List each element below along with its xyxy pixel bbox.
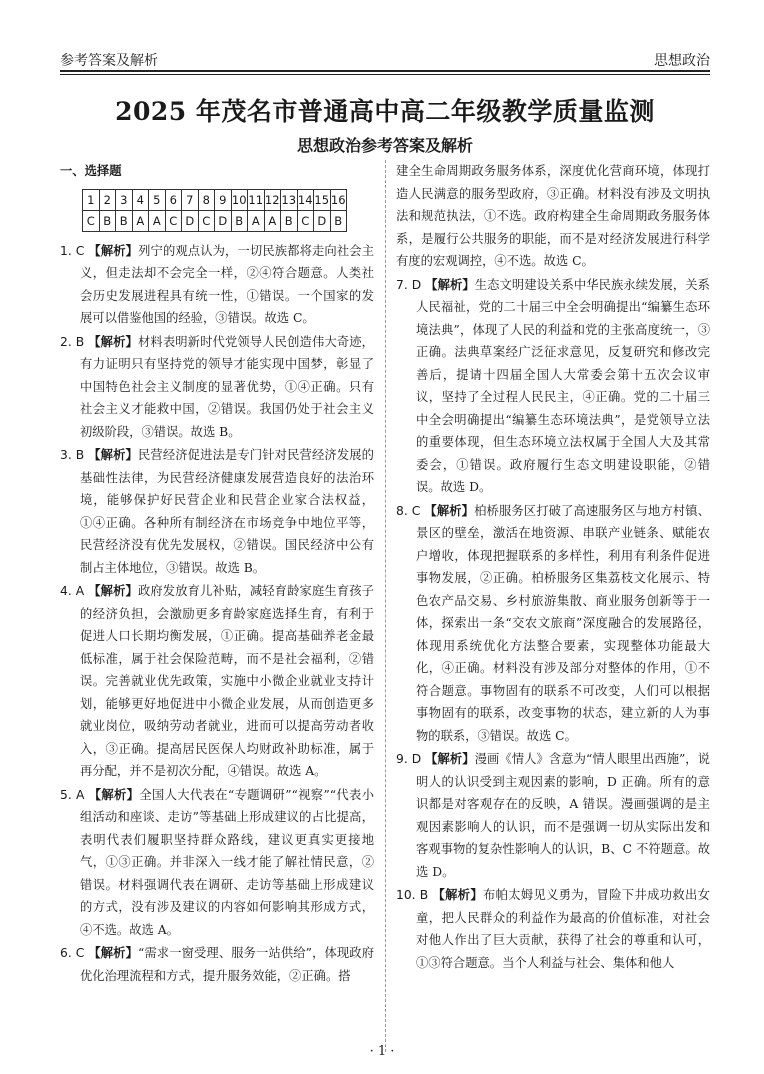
answer-table-number-cell: 14 [297,189,314,210]
analysis-tag: 【解析】 [88,242,139,258]
answer-table-answer-cell: B [231,210,248,231]
explanation-item [60,240,374,330]
explanation-item [396,274,710,499]
answer-table-number-row [83,189,347,210]
question-number: 9. D [396,752,426,766]
analysis-tag: 【解析】 [432,887,483,902]
explanation-item [60,784,374,942]
answer-table-answer-cell: B [99,210,116,231]
document-subtitle: 思想政治参考答案及解析 [296,136,473,155]
explanation-item [396,884,710,974]
answer-table-answer-cell: A [132,210,149,231]
answer-table-answer-cell: A [149,210,166,231]
analysis-tag: 【解析】 [88,945,138,960]
analysis-tag: 【解析】 [425,276,475,292]
explanation-text: 生态文明建设关系中华民族永续发展，关系人民福祉，党的二十届三中全会明确提出“编纂生态环境法典”，体现了人民的利益和党的主张高度统一，③正确。法典草案经广泛征求意见，反复研究和修改完善后，提请十四届全国人大常委会第十五次会议审议，坚持了全过程人民民主，④正确。党的二十届三中全会明确提出“编纂生态环境法典”，是党领导立法的重要体现，但生态环境立法权属于全国人大及其常委会，①错误。政府履行生态文明建设职能，②错误。故选 D。 [416,277,710,494]
answer-table-number-cell: 15 [314,189,331,210]
answer-table-number-cell: 5 [149,189,166,210]
answer-table-answer-cell: B [116,210,133,231]
analysis-tag: 【解析】 [88,583,138,598]
question-number: 8. C [396,503,425,518]
explanation-item [396,160,710,273]
answer-table-number-cell: 1 [83,189,100,210]
explanation-text: 列宁的观点认为，一切民族都将走向社会主义，但走法却不会完全一样，②④符合题意。人类社会历史发展进程具有统一性，①错误。一个国家的发展可以借鉴他国的经验，③错误。故选 C。 [80,243,374,325]
header-rule-thin [60,74,710,75]
answer-table-answer-cell: C [165,210,182,231]
question-number: 7. D [396,277,426,292]
question-number: 6. C [60,946,89,960]
answer-table-answer-cell: C [83,210,100,231]
page-header [60,46,710,70]
explanation-text: 漫画《情人》含意为“情人眼里出西施”，说明人的认识受到主观因素的影响，D 正确。所有的意识都是对客观存在的反映，A 错误。漫画强调的是主观因素影响人的认识，而不是强调一切从实际出发和客观事物的复杂性影响人的认识，B、C 不符题意。故选 D。 [416,752,710,879]
explanation-item [60,444,374,579]
question-number: 1. C [60,243,89,258]
left-items [60,240,374,988]
explanation-item [60,580,374,783]
analysis-tag: 【解析】 [425,751,475,766]
answer-table-number-cell: 3 [116,189,133,210]
explanation-text: 柏桥服务区打破了高速服务区与地方村镇、景区的壁垒，激活在地资源、串联产业链条、赋能农户增收，体现把握联系的多样性，利用有利条件促进事物发展，②正确。柏桥服务区集荔枝文化展示、特色农产品交易、乡村旅游集散、商业服务创新等于一体，探索出一条“交农文旅商”深度融合的发展路径，体现用系统优化方法整合要素，实现整体功能最大化，④正确。材料没有涉及部分对整体的作用，①不符合题意。事物固有的联系不可改变，人们可以根据事物固有的联系，改变事物的状态，建立新的人为事物的联系，③错误。故选 C。 [416,503,710,743]
question-number: 3. B [60,448,89,462]
answer-table-answer-cell: A [248,210,265,231]
answer-table-number-cell: 11 [248,189,265,210]
left-column [60,160,374,988]
column-divider [385,160,386,1052]
explanation-text: 民营经济促进法是专门针对民营经济发展的基础性法律，为民营经济健康发展营造良好的法治环境，能够保护好民营企业和民营企业家合法权益，①④正确。各种所有制经济在市场竞争中地位平等，民营经济没有优先发展权，②错误。国民经济中公有制占主体地位，③错误。故选 B。 [80,448,374,575]
explanation-item [60,331,374,444]
answer-table-answer-cell: D [215,210,232,231]
explanation-item [60,942,374,987]
analysis-tag: 【解析】 [88,333,138,349]
header-rule-thick [60,70,710,72]
explanation-text: 全国人大代表在“专题调研”“视察”“代表小组活动和座谈、走访”等基础上形成建议的占比提高，表明代表们履职坚持群众路线，建议更真实更接地气，①③正确。并非深入一线才能了解社情民意，②错误。材料强调代表在调研、走访等基础上形成建议的方式，没有涉及建议的内容如何影响其形成方式，④不选。故选 A。 [80,787,374,937]
answer-table-answer-cell: B [330,210,347,231]
analysis-tag: 【解析】 [424,502,475,518]
section-title: 一、选择题 [60,163,122,178]
explanation-text: 布帕太姆见义勇为，冒险下井成功救出女童，把人民群众的利益作为最高的价值标准，对社会对他人作出了巨大贡献，获得了社会的尊重和认可，①③符合题意。当个人利益与社会、集体和他人 [416,888,710,970]
answer-table-answer-cell: D [182,210,199,231]
answer-table-number-cell: 10 [231,189,248,210]
answer-table-number-cell: 8 [198,189,215,210]
question-number: 4. A [60,584,89,598]
document-title: 2025 年茂名市普通高中高二年级教学质量监测 [115,97,655,126]
page-number: · 1 · [369,1044,395,1059]
answer-table-number-cell: 7 [182,189,199,210]
explanation-text: 材料表明新时代党领导人民创造伟大奇迹，有力证明只有坚持党的领导才能实现中国梦，彰显了中国特色社会主义制度的显著优势，①④正确。只有社会主义才能救中国，②错误。我国仍处于社会主义初级阶段，③错误。故选 B。 [80,334,374,439]
question-number: 2. B [60,334,89,349]
answer-table [82,189,347,232]
explanation-text: 建全生命周期政务服务体系，深度优化营商环境，体现打造人民满意的服务型政府，③正确。材料没有涉及文明执法和规范执法，①不选。政府构建全生命周期政务服务体系，是履行公共服务的职能，而不是对经济发展进行科学有度的宏观调控，④不选。故选 C。 [396,164,710,268]
header-right-label: 思想政治 [654,53,710,69]
answer-table-answer-cell: B [281,210,298,231]
explanation-item [396,500,710,748]
right-column [396,160,710,975]
question-number: 10. B [396,888,433,902]
answer-table-number-cell: 9 [215,189,232,210]
answer-table-number-cell: 16 [330,189,347,210]
explanation-item [396,748,710,883]
answer-table-answer-cell: C [198,210,215,231]
header-left-label: 参考答案及解析 [60,53,158,69]
answer-table-number-cell: 4 [132,189,149,210]
analysis-tag: 【解析】 [88,786,140,802]
right-items [396,160,710,974]
answer-table-number-cell: 12 [264,189,281,210]
answer-table-answer-row [83,210,347,231]
explanation-text: 政府发放育儿补贴，减轻育龄家庭生育孩子的经济负担，会激励更多育龄家庭选择生育，有利于促进人口长期均衡发展，①正确。提高基础养老金最低标准，属于社会保险范畴，而不是社会福利，②错误。完善就业优先政策，实施中小微企业就业支持计划，能够更好地促进中小微企业发展，从而创造更多就业岗位，吸纳劳动者就业，进而可以提高劳动者收入，③正确。提高居民医保人均财政补助标准，属于再分配，并不是初次分配，④错误。故选 A。 [80,584,374,778]
answer-table-answer-cell: D [314,210,331,231]
answer-table-answer-cell: A [264,210,281,231]
answer-table-number-cell: 6 [165,189,182,210]
answer-table-answer-cell: C [297,210,314,231]
question-number: 5. A [60,787,89,802]
answer-table-number-cell: 13 [281,189,298,210]
explanation-text: “需求一窗受理、服务一站供给”，体现政府优化治理流程和方式，提升服务效能，②正确。搭 [80,946,374,983]
analysis-tag: 【解析】 [88,447,138,462]
answer-table-number-cell: 2 [99,189,116,210]
